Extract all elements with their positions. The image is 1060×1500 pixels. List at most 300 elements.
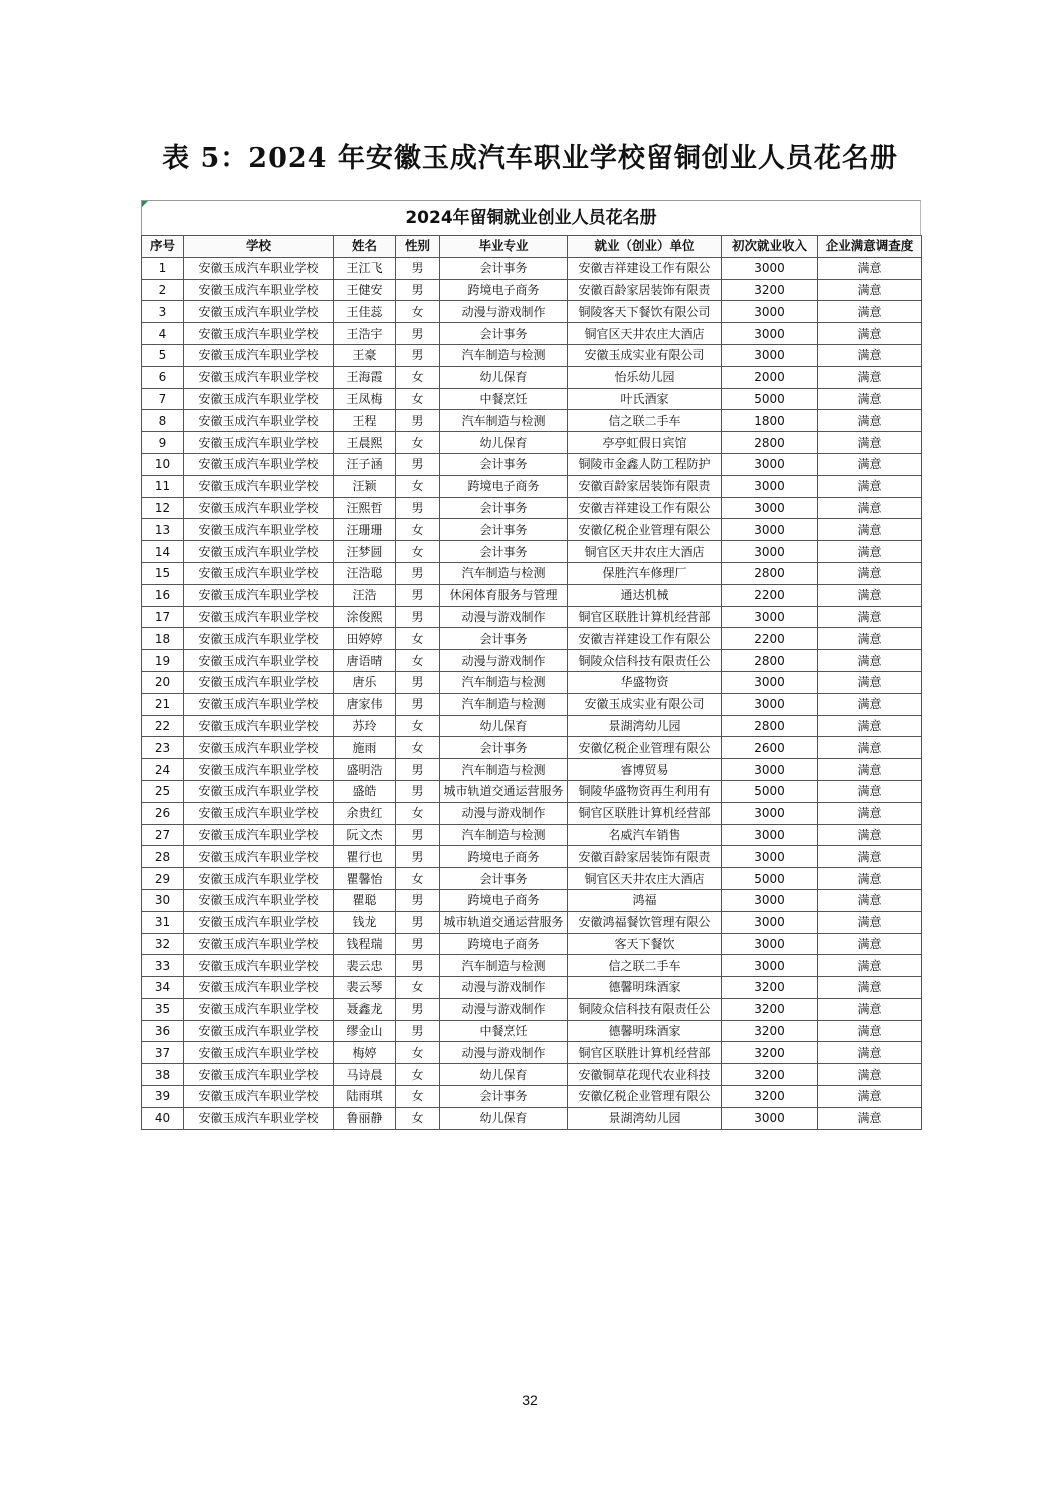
cell-major: 汽车制造与检测 [440,562,568,584]
cell-satisfaction: 满意 [818,1064,922,1086]
cell-employer: 铜陵众信科技有限责任公 [568,650,722,672]
cell-index: 16 [142,584,184,606]
cell-name: 瞿行也 [334,846,396,868]
cell-major: 会计事务 [440,737,568,759]
cell-income: 3000 [722,802,818,824]
cell-gender: 女 [396,868,440,890]
cell-index: 38 [142,1064,184,1086]
cell-gender: 女 [396,475,440,497]
cell-school: 安徽玉成汽车职业学校 [184,889,334,911]
cell-gender: 男 [396,606,440,628]
cell-income: 3000 [722,541,818,563]
table-row [142,323,922,345]
cell-major: 中餐烹饪 [440,388,568,410]
cell-employer: 铜陵众信科技有限责任公 [568,998,722,1020]
cell-name: 王健安 [334,279,396,301]
cell-gender: 女 [396,1107,440,1129]
cell-major: 会计事务 [440,323,568,345]
cell-satisfaction: 满意 [818,344,922,366]
cell-school: 安徽玉成汽车职业学校 [184,301,334,323]
cell-index: 29 [142,868,184,890]
cell-school: 安徽玉成汽车职业学校 [184,693,334,715]
cell-employer: 铜官区联胜计算机经营部 [568,1042,722,1064]
cell-name: 王海霞 [334,366,396,388]
table-body [142,257,922,1129]
cell-income: 3000 [722,497,818,519]
cell-employer: 铜官区天井农庄大酒店 [568,323,722,345]
col-header-school: 学校 [184,236,334,258]
cell-income: 3000 [722,323,818,345]
cell-school: 安徽玉成汽车职业学校 [184,628,334,650]
cell-employer: 名威汽车销售 [568,824,722,846]
cell-satisfaction: 满意 [818,366,922,388]
cell-index: 7 [142,388,184,410]
table-row [142,432,922,454]
cell-employer: 铜官区天井农庄大酒店 [568,868,722,890]
cell-employer: 睿博贸易 [568,759,722,781]
table-row [142,1086,922,1108]
cell-gender: 男 [396,323,440,345]
cell-gender: 男 [396,562,440,584]
cell-name: 裴云忠 [334,955,396,977]
cell-satisfaction: 满意 [818,650,922,672]
cell-employer: 华盛物资 [568,671,722,693]
cell-employer: 安徽玉成实业有限公司 [568,344,722,366]
cell-satisfaction: 满意 [818,388,922,410]
cell-satisfaction: 满意 [818,780,922,802]
cell-income: 3000 [722,344,818,366]
cell-index: 23 [142,737,184,759]
cell-index: 1 [142,257,184,279]
col-header-major: 毕业专业 [440,236,568,258]
cell-gender: 女 [396,388,440,410]
header-row [142,236,922,258]
cell-satisfaction: 满意 [818,671,922,693]
cell-school: 安徽玉成汽车职业学校 [184,475,334,497]
table-row [142,998,922,1020]
table-row [142,977,922,999]
cell-major: 中餐烹饪 [440,1020,568,1042]
cell-index: 10 [142,453,184,475]
cell-gender: 男 [396,410,440,432]
cell-school: 安徽玉成汽车职业学校 [184,1042,334,1064]
cell-name: 田婷婷 [334,628,396,650]
cell-major: 跨境电子商务 [440,846,568,868]
cell-index: 33 [142,955,184,977]
table-row [142,802,922,824]
cell-marker [142,201,148,207]
cell-gender: 女 [396,432,440,454]
cell-major: 动漫与游戏制作 [440,606,568,628]
cell-index: 18 [142,628,184,650]
cell-income: 2800 [722,715,818,737]
cell-name: 汪颖 [334,475,396,497]
cell-index: 21 [142,693,184,715]
cell-school: 安徽玉成汽车职业学校 [184,650,334,672]
cell-school: 安徽玉成汽车职业学校 [184,737,334,759]
cell-satisfaction: 满意 [818,301,922,323]
cell-name: 鲁丽静 [334,1107,396,1129]
cell-major: 动漫与游戏制作 [440,1042,568,1064]
table-row [142,737,922,759]
cell-name: 王凤梅 [334,388,396,410]
table-row [142,846,922,868]
cell-satisfaction: 满意 [818,715,922,737]
cell-income: 5000 [722,868,818,890]
table-row [142,715,922,737]
cell-major: 汽车制造与检测 [440,671,568,693]
table-row [142,453,922,475]
cell-index: 20 [142,671,184,693]
table-row [142,519,922,541]
cell-satisfaction: 满意 [818,410,922,432]
cell-satisfaction: 满意 [818,475,922,497]
cell-index: 4 [142,323,184,345]
cell-gender: 男 [396,257,440,279]
cell-gender: 女 [396,1064,440,1086]
cell-income: 5000 [722,780,818,802]
cell-name: 王佳蕊 [334,301,396,323]
cell-satisfaction: 满意 [818,541,922,563]
cell-index: 19 [142,650,184,672]
cell-major: 汽车制造与检测 [440,693,568,715]
cell-employer: 铜官区联胜计算机经营部 [568,802,722,824]
col-header-employer: 就业（创业）单位 [568,236,722,258]
table-row [142,410,922,432]
cell-major: 动漫与游戏制作 [440,301,568,323]
cell-income: 2200 [722,584,818,606]
cell-school: 安徽玉成汽车职业学校 [184,606,334,628]
cell-gender: 男 [396,279,440,301]
cell-employer: 保胜汽车修理厂 [568,562,722,584]
cell-index: 26 [142,802,184,824]
cell-name: 涂俊熙 [334,606,396,628]
table-row [142,693,922,715]
cell-gender: 男 [396,1020,440,1042]
cell-satisfaction: 满意 [818,824,922,846]
cell-gender: 女 [396,1086,440,1108]
cell-employer: 安徽玉成实业有限公司 [568,693,722,715]
table-row [142,955,922,977]
cell-employer: 通达机械 [568,584,722,606]
table-row [142,628,922,650]
cell-employer: 铜陵市金鑫人防工程防护 [568,453,722,475]
cell-income: 2000 [722,366,818,388]
cell-employer: 铜陵华盛物资再生利用有 [568,780,722,802]
cell-major: 会计事务 [440,628,568,650]
cell-income: 3000 [722,824,818,846]
cell-employer: 客天下餐饮 [568,933,722,955]
cell-school: 安徽玉成汽车职业学校 [184,1020,334,1042]
cell-income: 3000 [722,301,818,323]
cell-school: 安徽玉成汽车职业学校 [184,671,334,693]
cell-income: 3200 [722,1042,818,1064]
cell-school: 安徽玉成汽车职业学校 [184,584,334,606]
cell-gender: 女 [396,628,440,650]
cell-major: 城市轨道交通运营服务 [440,780,568,802]
cell-income: 3000 [722,955,818,977]
cell-name: 钱龙 [334,911,396,933]
cell-income: 5000 [722,388,818,410]
cell-major: 汽车制造与检测 [440,824,568,846]
cell-employer: 铜官区联胜计算机经营部 [568,606,722,628]
cell-employer: 景湖湾幼儿园 [568,715,722,737]
cell-name: 汪浩 [334,584,396,606]
cell-income: 3000 [722,1107,818,1129]
cell-employer: 亭亭虹假日宾馆 [568,432,722,454]
cell-school: 安徽玉成汽车职业学校 [184,453,334,475]
cell-satisfaction: 满意 [818,868,922,890]
cell-satisfaction: 满意 [818,759,922,781]
cell-employer: 景湖湾幼儿园 [568,1107,722,1129]
cell-income: 3200 [722,998,818,1020]
cell-index: 13 [142,519,184,541]
cell-name: 缪金山 [334,1020,396,1042]
cell-index: 36 [142,1020,184,1042]
table-row [142,650,922,672]
cell-gender: 男 [396,453,440,475]
cell-income: 3000 [722,671,818,693]
cell-name: 汪熙哲 [334,497,396,519]
cell-major: 休闲体育服务与管理 [440,584,568,606]
cell-school: 安徽玉成汽车职业学校 [184,410,334,432]
cell-index: 39 [142,1086,184,1108]
cell-school: 安徽玉成汽车职业学校 [184,1064,334,1086]
col-header-satisfaction: 企业满意调查度 [818,236,922,258]
cell-gender: 女 [396,541,440,563]
cell-income: 3000 [722,453,818,475]
table-row [142,868,922,890]
cell-index: 37 [142,1042,184,1064]
col-header-gender: 性别 [396,236,440,258]
cell-satisfaction: 满意 [818,911,922,933]
cell-satisfaction: 满意 [818,889,922,911]
cell-index: 14 [142,541,184,563]
cell-major: 会计事务 [440,453,568,475]
cell-index: 5 [142,344,184,366]
cell-index: 25 [142,780,184,802]
cell-index: 22 [142,715,184,737]
cell-income: 3000 [722,933,818,955]
cell-gender: 女 [396,519,440,541]
cell-school: 安徽玉成汽车职业学校 [184,933,334,955]
cell-index: 15 [142,562,184,584]
cell-school: 安徽玉成汽车职业学校 [184,388,334,410]
cell-school: 安徽玉成汽车职业学校 [184,497,334,519]
cell-employer: 安徽百龄家居装饰有限责 [568,475,722,497]
cell-employer: 铜官区天井农庄大酒店 [568,541,722,563]
spreadsheet-image [141,200,921,1130]
cell-index: 31 [142,911,184,933]
cell-major: 会计事务 [440,497,568,519]
table-row [142,911,922,933]
cell-satisfaction: 满意 [818,323,922,345]
cell-school: 安徽玉成汽车职业学校 [184,911,334,933]
cell-name: 余贵红 [334,802,396,824]
sheet-title-cell [141,200,921,235]
cell-income: 3000 [722,889,818,911]
cell-gender: 男 [396,824,440,846]
table-row [142,933,922,955]
cell-income: 3200 [722,1020,818,1042]
cell-school: 安徽玉成汽车职业学校 [184,715,334,737]
cell-name: 马诗晨 [334,1064,396,1086]
cell-name: 盛皓 [334,780,396,802]
cell-major: 跨境电子商务 [440,279,568,301]
cell-name: 唐家伟 [334,693,396,715]
cell-employer: 安徽亿税企业管理有限公 [568,519,722,541]
cell-school: 安徽玉成汽车职业学校 [184,759,334,781]
cell-index: 34 [142,977,184,999]
table-row [142,606,922,628]
cell-gender: 女 [396,366,440,388]
cell-school: 安徽玉成汽车职业学校 [184,780,334,802]
cell-income: 1800 [722,410,818,432]
table-row [142,1064,922,1086]
cell-school: 安徽玉成汽车职业学校 [184,562,334,584]
cell-gender: 女 [396,737,440,759]
cell-name: 汪珊珊 [334,519,396,541]
cell-satisfaction: 满意 [818,1086,922,1108]
table-row [142,301,922,323]
table-row [142,824,922,846]
cell-school: 安徽玉成汽车职业学校 [184,977,334,999]
table-row [142,388,922,410]
cell-gender: 男 [396,671,440,693]
cell-name: 瞿聪 [334,889,396,911]
cell-name: 阮文杰 [334,824,396,846]
cell-gender: 男 [396,933,440,955]
cell-index: 8 [142,410,184,432]
cell-employer: 安徽吉祥建设工作有限公 [568,257,722,279]
cell-name: 苏玲 [334,715,396,737]
table-row [142,671,922,693]
cell-satisfaction: 满意 [818,933,922,955]
cell-school: 安徽玉成汽车职业学校 [184,802,334,824]
table-row [142,541,922,563]
cell-name: 盛明浩 [334,759,396,781]
cell-satisfaction: 满意 [818,584,922,606]
cell-income: 3000 [722,606,818,628]
cell-gender: 男 [396,344,440,366]
cell-employer: 铜陵客天下餐饮有限公司 [568,301,722,323]
cell-name: 汪子涵 [334,453,396,475]
cell-gender: 男 [396,998,440,1020]
cell-income: 2800 [722,650,818,672]
cell-gender: 男 [396,911,440,933]
cell-gender: 女 [396,715,440,737]
cell-income: 2600 [722,737,818,759]
cell-satisfaction: 满意 [818,628,922,650]
table-row [142,475,922,497]
cell-name: 唐乐 [334,671,396,693]
cell-gender: 男 [396,955,440,977]
table-row [142,780,922,802]
table-row [142,497,922,519]
cell-satisfaction: 满意 [818,279,922,301]
cell-major: 幼儿保育 [440,432,568,454]
cell-satisfaction: 满意 [818,453,922,475]
cell-index: 35 [142,998,184,1020]
cell-satisfaction: 满意 [818,737,922,759]
cell-index: 11 [142,475,184,497]
cell-school: 安徽玉成汽车职业学校 [184,432,334,454]
cell-index: 9 [142,432,184,454]
cell-name: 汪梦圆 [334,541,396,563]
cell-satisfaction: 满意 [818,519,922,541]
cell-satisfaction: 满意 [818,802,922,824]
cell-satisfaction: 满意 [818,1020,922,1042]
cell-gender: 男 [396,584,440,606]
cell-employer: 信之联二手车 [568,410,722,432]
cell-income: 3000 [722,759,818,781]
cell-major: 幼儿保育 [440,1107,568,1129]
cell-income: 3000 [722,846,818,868]
cell-income: 3000 [722,519,818,541]
cell-satisfaction: 满意 [818,606,922,628]
cell-major: 跨境电子商务 [440,475,568,497]
cell-major: 会计事务 [440,868,568,890]
table-row [142,889,922,911]
cell-name: 聂鑫龙 [334,998,396,1020]
cell-employer: 安徽亿税企业管理有限公 [568,1086,722,1108]
cell-income: 3200 [722,279,818,301]
cell-income: 2800 [722,562,818,584]
cell-income: 3200 [722,1064,818,1086]
cell-satisfaction: 满意 [818,562,922,584]
table-row [142,562,922,584]
table-row [142,584,922,606]
cell-major: 动漫与游戏制作 [440,977,568,999]
cell-employer: 叶氏酒家 [568,388,722,410]
cell-major: 会计事务 [440,519,568,541]
cell-major: 动漫与游戏制作 [440,650,568,672]
cell-income: 3000 [722,257,818,279]
cell-satisfaction: 满意 [818,1042,922,1064]
table-row [142,257,922,279]
cell-name: 唐语晴 [334,650,396,672]
cell-satisfaction: 满意 [818,998,922,1020]
cell-major: 动漫与游戏制作 [440,802,568,824]
table-row [142,279,922,301]
col-header-income: 初次就业收入 [722,236,818,258]
table-row [142,366,922,388]
cell-employer: 安徽百龄家居装饰有限责 [568,279,722,301]
cell-satisfaction: 满意 [818,497,922,519]
cell-satisfaction: 满意 [818,432,922,454]
cell-gender: 女 [396,802,440,824]
cell-employer: 鸿福 [568,889,722,911]
cell-major: 汽车制造与检测 [440,344,568,366]
cell-name: 王江飞 [334,257,396,279]
cell-index: 6 [142,366,184,388]
cell-satisfaction: 满意 [818,977,922,999]
cell-major: 幼儿保育 [440,366,568,388]
cell-gender: 男 [396,693,440,715]
cell-school: 安徽玉成汽车职业学校 [184,868,334,890]
cell-gender: 女 [396,1042,440,1064]
cell-employer: 安徽鸿福餐饮管理有限公 [568,911,722,933]
cell-gender: 女 [396,301,440,323]
cell-major: 会计事务 [440,257,568,279]
cell-name: 汪浩聪 [334,562,396,584]
cell-major: 跨境电子商务 [440,933,568,955]
cell-index: 27 [142,824,184,846]
cell-income: 2200 [722,628,818,650]
cell-school: 安徽玉成汽车职业学校 [184,824,334,846]
cell-school: 安徽玉成汽车职业学校 [184,998,334,1020]
cell-school: 安徽玉成汽车职业学校 [184,344,334,366]
